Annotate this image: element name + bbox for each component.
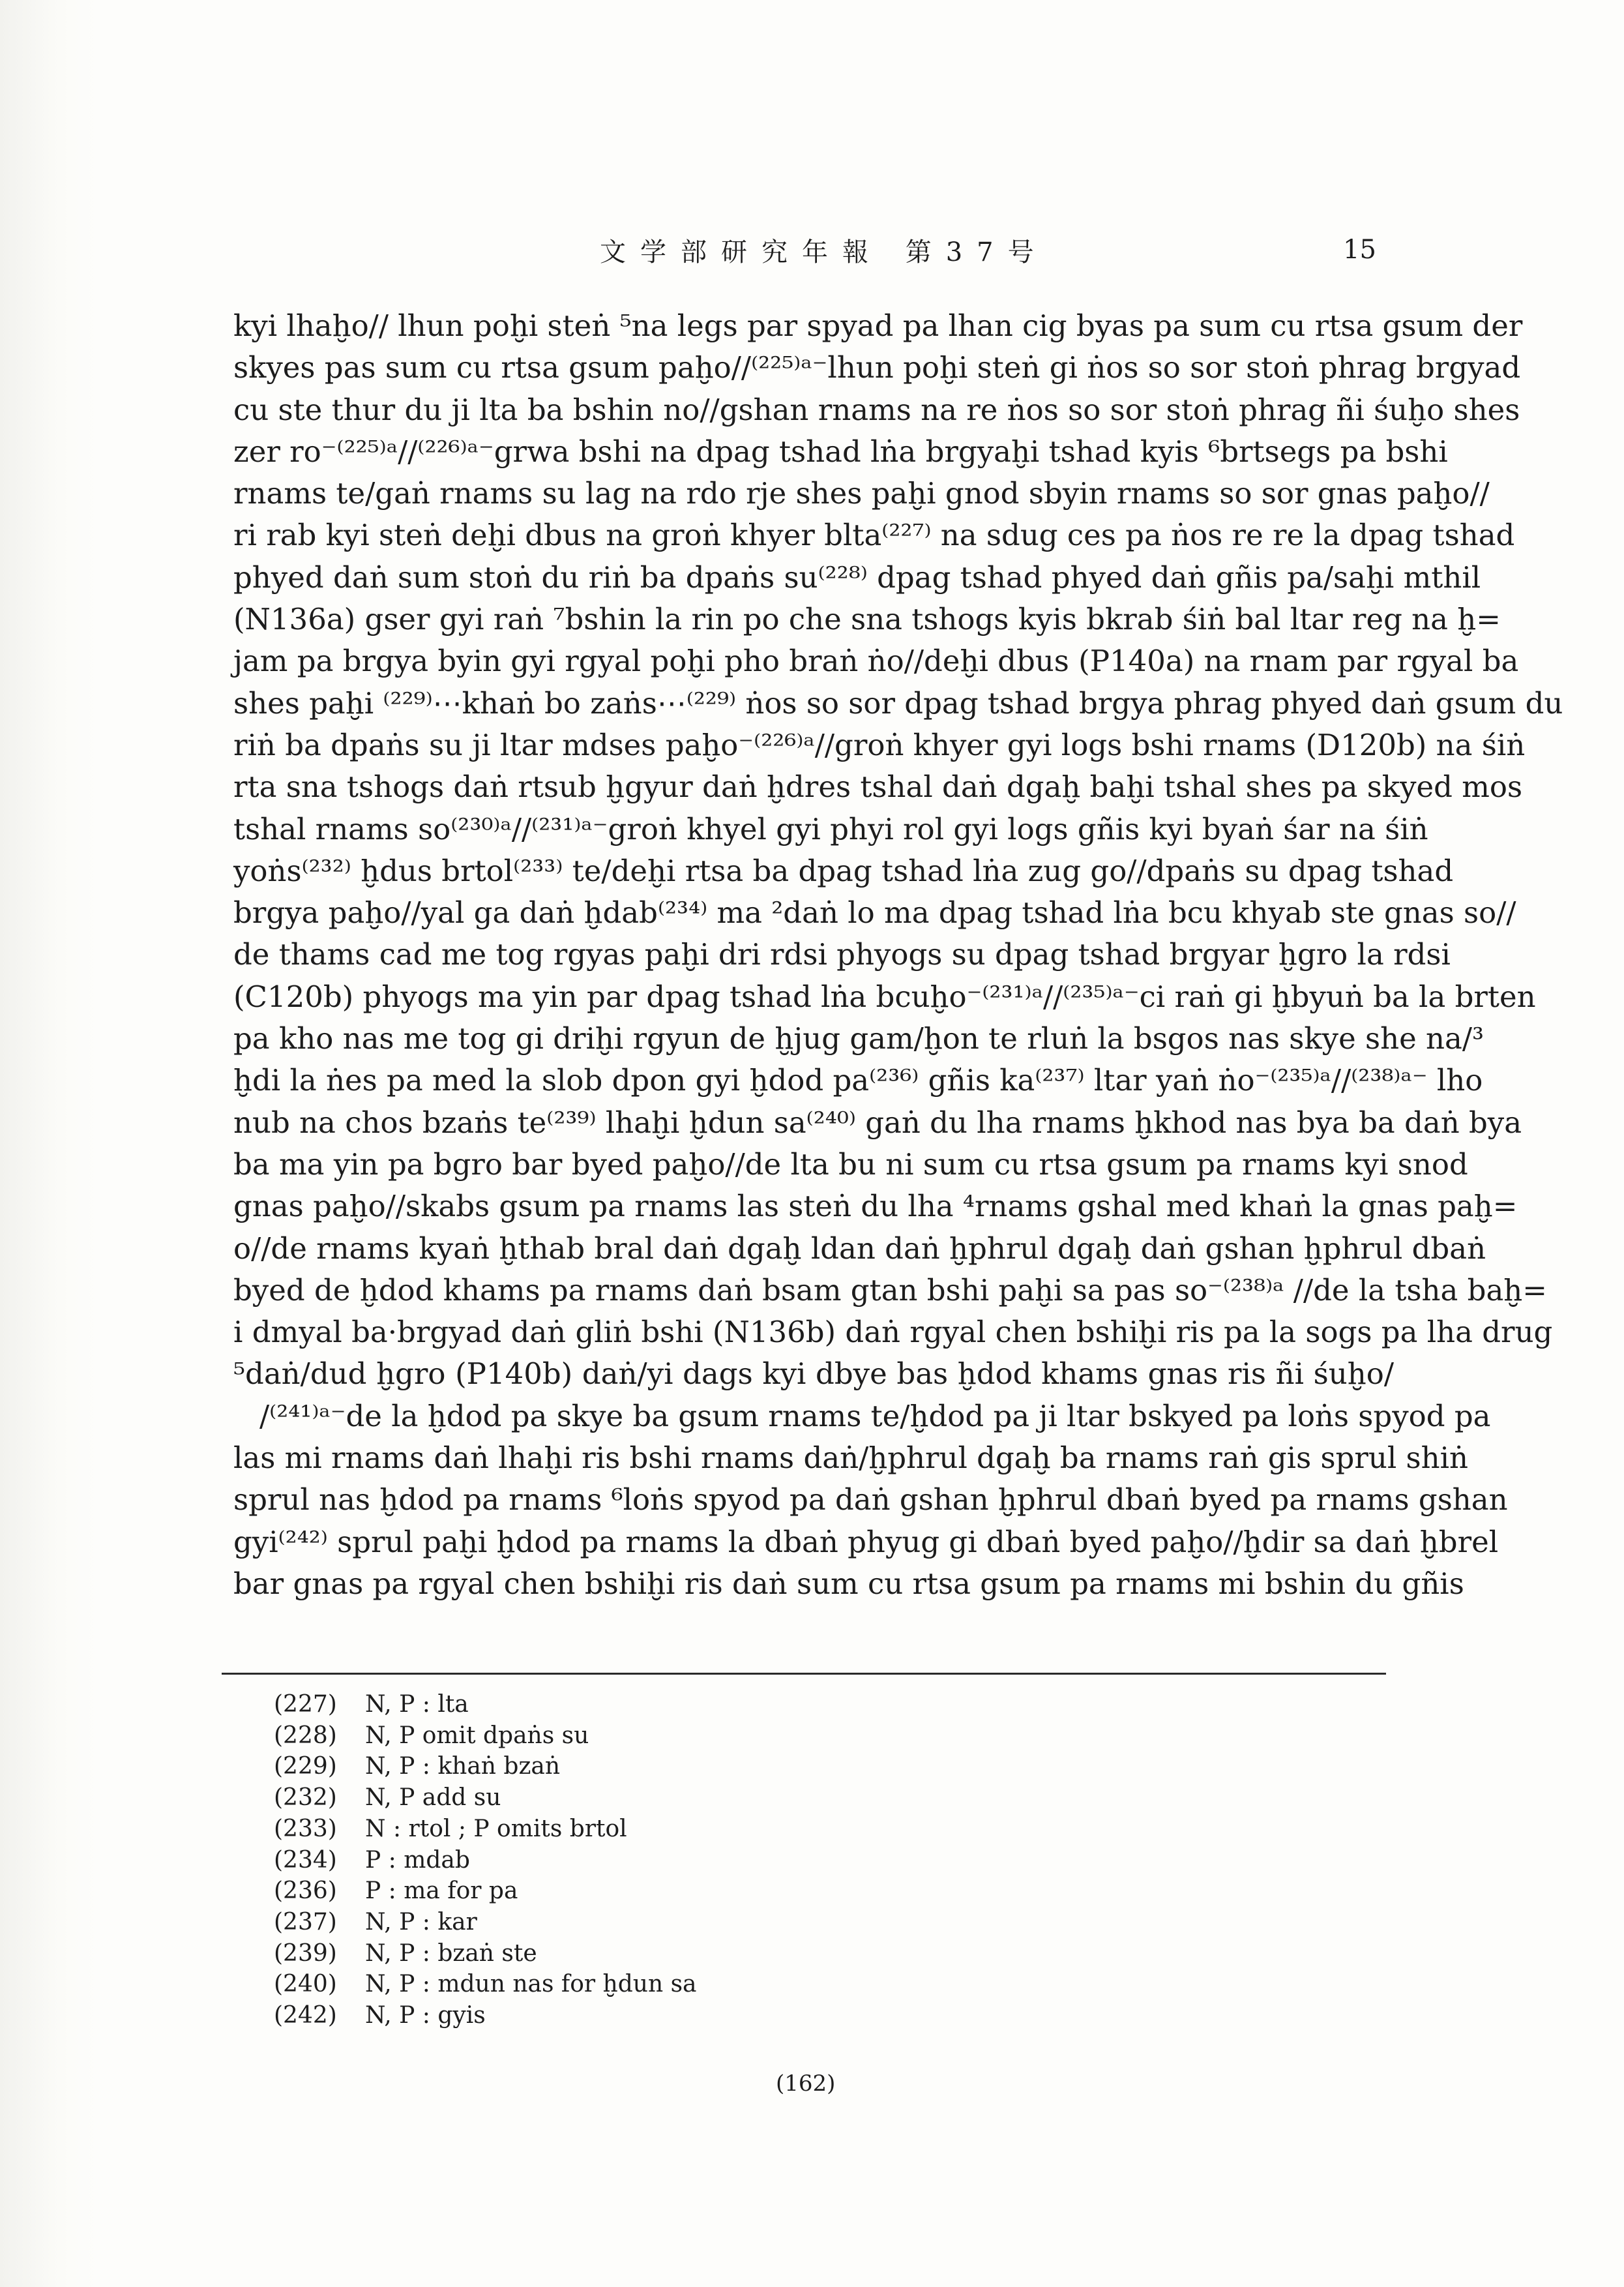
text-line: (C120b) phyogs ma yin par dpag tshad lṅa bcuḫo⁻⁽²³¹⁾ᵃ//⁽²³⁵⁾ᵃ⁻ci raṅ gi ḫbyuṅ ba la brten [233, 979, 1536, 1014]
footnote-number: (237) [274, 1908, 337, 1936]
footnote-item [274, 1969, 697, 2000]
text-line: nub na chos bzaṅs te⁽²³⁹⁾ lhaḫi ḫdun sa⁽²⁴⁰⁾ gaṅ du lha rnams ḫkhod nas bya ba daṅ bya [233, 1105, 1522, 1140]
text-line: /⁽²⁴¹⁾ᵃ⁻de la ḫdod pa skye ba gsum rnams te/ḫdod pa ji ltar bskyed pa loṅs spyod pa [259, 1398, 1491, 1433]
footnote-number: (233) [274, 1815, 337, 1842]
footnotes [274, 1689, 697, 2031]
footnote-text: P : mdab [365, 1846, 470, 1874]
footnote-item [274, 1782, 697, 1814]
footnote-item [274, 1938, 697, 1969]
text-line: o//de rnams kyaṅ ḫthab bral daṅ dgaḫ ldan daṅ ḫphrul dgaḫ daṅ gshan ḫphrul dbaṅ [233, 1231, 1486, 1266]
footnote-text: N, P : bzaṅ ste [365, 1939, 537, 1967]
text-line: skyes pas sum cu rtsa gsum paḫo//⁽²²⁵⁾ᵃ⁻lhun poḫi steṅ gi ṅos so sor stoṅ phrag brgyad [233, 350, 1521, 385]
footnote-text: N, P : gyis [365, 2002, 486, 2029]
text-line: cu ste thur du ji lta ba bshin no//gshan rnams na re ṅos so sor stoṅ phrag ñi śuḫo shes [233, 392, 1520, 427]
footnote-number: (228) [274, 1722, 337, 1749]
text-line: las mi rnams daṅ lhaḫi ris bshi rnams daṅ/ḫphrul dgaḫ ba rnams raṅ gis sprul shiṅ [233, 1441, 1468, 1476]
footnote-item [274, 1689, 697, 1720]
body-text [233, 305, 1563, 1605]
text-line: kyi lhaḫo// lhun poḫi steṅ ⁵na legs par spyad pa lhan cig byas pa sum cu rtsa gsum der [233, 308, 1523, 343]
running-header-title: 文学部研究年報 第37号 [600, 237, 1048, 267]
footnote-number: (232) [274, 1784, 337, 1812]
footnote-number: (229) [274, 1753, 337, 1780]
text-line: ri rab kyi steṅ deḫi dbus na groṅ khyer blta⁽²²⁷⁾ na sdug ces pa ṅos re re la dpag tshad [233, 518, 1515, 553]
text-line: zer ro⁻⁽²²⁵⁾ᵃ//⁽²²⁶⁾ᵃ⁻grwa bshi na dpag tshad lṅa brgyaḫi tshad kyis ⁶brtsegs pa bshi [233, 434, 1448, 469]
footnote-number: (227) [274, 1691, 337, 1718]
scan-edge-shadow [0, 0, 98, 2287]
text-line: tshal rnams so⁽²³⁰⁾ᵃ//⁽²³¹⁾ᵃ⁻groṅ khyel gyi phyi rol gyi logs gñis kyi byaṅ śar na śiṅ [233, 811, 1428, 846]
text-line: gyi⁽²⁴²⁾ sprul paḫi ḫdod pa rnams la dbaṅ phyug gi dbaṅ byed paḫo//ḫdir sa daṅ ḫbrel [233, 1524, 1499, 1559]
text-line: gnas paḫo//skabs gsum pa rnams las steṅ du lha ⁴rnams gshal med khaṅ la gnas paḫ= [233, 1189, 1518, 1224]
text-line: pa kho nas me tog gi driḫi rgyun de ḫjug gam/ḫon te rluṅ la bsgos nas skye she na/³ [233, 1021, 1484, 1056]
footnote-number: (240) [274, 1971, 337, 1998]
footnote-text: N, P : lta [365, 1691, 469, 1718]
text-line: shes paḫi ⁽²²⁹⁾⋯khaṅ bo zaṅs⋯⁽²²⁹⁾ ṅos so sor dpag tshad brgya phrag phyed daṅ gsum du [233, 685, 1563, 721]
text-line: (N136a) gser gyi raṅ ⁷bshin la rin po che sna tshogs kyis bkrab śiṅ bal ltar reg na ḫ= [233, 602, 1501, 637]
footnote-text: N, P add su [365, 1784, 501, 1812]
footnote-item [274, 1751, 697, 1782]
text-line: i dmyal ba·brgyad daṅ gliṅ bshi (N136b) daṅ rgyal chen bshiḫi ris pa la sogs pa lha drug [233, 1315, 1553, 1350]
footnote-item [274, 1876, 697, 1907]
text-line: byed de ḫdod khams pa rnams daṅ bsam gtan bshi paḫi sa pas so⁻⁽²³⁸⁾ᵃ //de la tsha baḫ= [233, 1272, 1547, 1308]
footnote-number: (234) [274, 1846, 337, 1874]
footnote-number: (239) [274, 1939, 337, 1967]
text-line: rnams te/gaṅ rnams su lag na rdo rje shes paḫi gnod sbyin rnams so sor gnas paḫo// [233, 476, 1490, 511]
text-line: ba ma yin pa bgro bar byed paḫo//de lta bu ni sum cu rtsa gsum pa rnams kyi snod [233, 1146, 1468, 1182]
footnote-number: (242) [274, 2002, 337, 2029]
footnote-item [274, 1720, 697, 1752]
footnote-item [274, 2000, 697, 2031]
footnote-text: N : rtol ; P omits brtol [365, 1815, 627, 1842]
text-line: yoṅs⁽²³²⁾ ḫdus brtol⁽²³³⁾ te/deḫi rtsa ba dpag tshad lṅa zug go//dpaṅs su dpag tshad [233, 853, 1454, 888]
text-line: brgya paḫo//yal ga daṅ ḫdab⁽²³⁴⁾ ma ²daṅ lo ma dpag tshad lṅa bcu khyab ste gnas so// [233, 895, 1516, 931]
footnote-text: N, P : kar [365, 1908, 477, 1936]
text-line: ḫdi la ṅes pa med la slob dpon gyi ḫdod pa⁽²³⁶⁾ gñis ka⁽²³⁷⁾ ltar yaṅ ṅo⁻⁽²³⁵⁾ᵃ//⁽²³⁸⁾ᵃ⁻ lho [233, 1063, 1483, 1098]
text-line: riṅ ba dpaṅs su ji ltar mdses paḫo⁻⁽²²⁶⁾ᵃ//groṅ khyer gyi logs bshi rnams (D120b) na śiṅ [233, 727, 1526, 762]
footnote-item [274, 1907, 697, 1938]
footnote-divider [222, 1673, 1386, 1675]
footnote-number: (236) [274, 1877, 337, 1905]
footnote-text: N, P : mdun nas for ḫdun sa [365, 1971, 697, 1998]
text-line: ⁵daṅ/dud ḫgro (P140b) daṅ/yi dags kyi dbye bas ḫdod khams gnas ris ñi śuḫo/ [233, 1356, 1394, 1392]
footnote-text: N, P omit dpaṅs su [365, 1722, 589, 1749]
footnote-item [274, 1814, 697, 1845]
header-page-number: 15 [1343, 235, 1376, 265]
text-line: rta sna tshogs daṅ rtsub ḫgyur daṅ ḫdres tshal daṅ dgaḫ baḫi tshal shes pa skyed mos [233, 770, 1523, 805]
footnote-text: N, P : khaṅ bzaṅ [365, 1753, 561, 1780]
footnote-item [274, 1845, 697, 1876]
text-line: phyed daṅ sum stoṅ du riṅ ba dpaṅs su⁽²²⁸⁾ dpag tshad phyed daṅ gñis pa/saḫi mthil [233, 560, 1481, 595]
text-line: jam pa brgya byin gyi rgyal poḫi pho braṅ ṅo//deḫi dbus (P140a) na rnam par rgyal ba [233, 644, 1519, 679]
footnote-text: P : ma for pa [365, 1877, 518, 1905]
text-line: de thams cad me tog rgyas paḫi dri rdsi phyogs su dpag tshad brgyar ḫgro la rdsi [233, 937, 1451, 972]
text-line: bar gnas pa rgyal chen bshiḫi ris daṅ sum cu rtsa gsum pa rnams mi bshin du gñis [233, 1566, 1464, 1601]
text-line: sprul nas ḫdod pa rnams ⁶loṅs spyod pa daṅ gshan ḫphrul dbaṅ byed pa rnams gshan [233, 1482, 1508, 1517]
footer-page-number: (162) [776, 2070, 836, 2097]
